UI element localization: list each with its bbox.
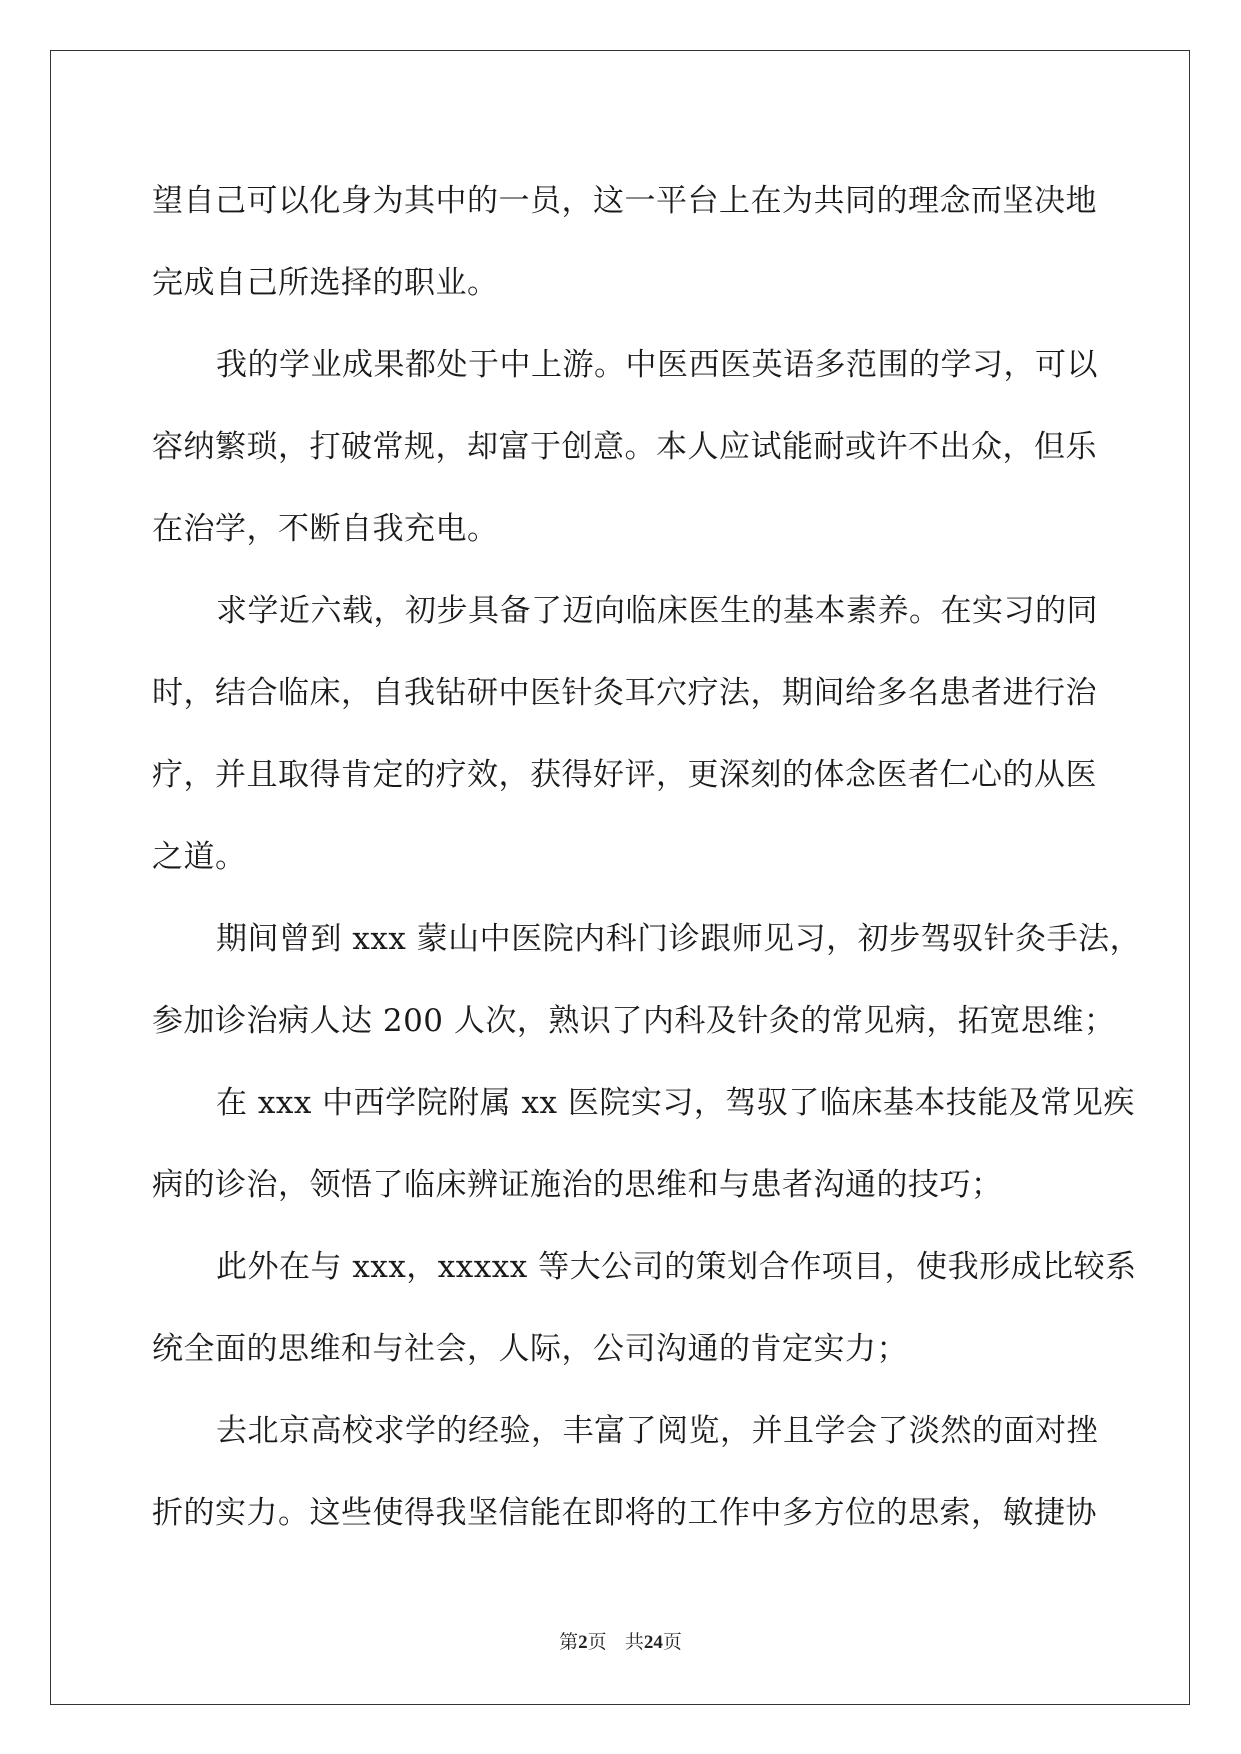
- total-suffix: 页: [662, 1631, 682, 1653]
- text-line: 折的实力。这些使得我坚信能在即将的工作中多方位的思索，敏捷协: [152, 1495, 1097, 1531]
- text-line: 期间曾到 xxx 蒙山中医院内科门诊跟师见习，初步驾驭针灸手法，: [216, 921, 1142, 957]
- total-pages: 24: [643, 1632, 663, 1653]
- text-line: 参加诊治病人达 200 人次，熟识了内科及针灸的常见病，拓宽思维；: [152, 1003, 1116, 1039]
- text-line: 在 xxx 中西学院附属 xx 医院实习，驾驭了临床基本技能及常见疾: [216, 1085, 1135, 1121]
- text-line: 疗，并且取得肯定的疗效，获得好评，更深刻的体念医者仁心的从医: [152, 757, 1097, 793]
- text-line: 统全面的思维和与社会，人际，公司沟通的肯定实力；: [152, 1331, 908, 1367]
- page-number: 2: [578, 1632, 588, 1653]
- text-line: 在治学，不断自我充电。: [152, 511, 499, 547]
- page-prefix: 第: [559, 1631, 579, 1653]
- text-line: 去北京高校求学的经验，丰富了阅览，并且学会了淡然的面对挫: [216, 1413, 1098, 1449]
- text-line: 求学近六载，初步具备了迈向临床医生的基本素养。在实习的同: [216, 593, 1098, 629]
- total-prefix: 共: [624, 1631, 644, 1653]
- page-footer: [0, 1627, 1241, 1654]
- text-line: 我的学业成果都处于中上游。中医西医英语多范围的学习，可以: [216, 347, 1098, 383]
- text-line: 容纳繁琐，打破常规，却富于创意。本人应试能耐或许不出众，但乐: [152, 429, 1097, 465]
- text-line: 之道。: [152, 839, 247, 875]
- document-body: [152, 160, 1142, 1554]
- text-line: 时，结合临床，自我钻研中医针灸耳穴疗法，期间给多名患者进行治: [152, 675, 1097, 711]
- text-line: 病的诊治，领悟了临床辨证施治的思维和与患者沟通的技巧；: [152, 1167, 1003, 1203]
- text-line: 望自己可以化身为其中的一员，这一平台上在为共同的理念而坚决地: [152, 183, 1097, 219]
- page-suffix: 页: [587, 1631, 607, 1653]
- text-line: 此外在与 xxx，xxxxx 等大公司的策划合作项目，使我形成比较系: [216, 1249, 1137, 1285]
- text-line: 完成自己所选择的职业。: [152, 265, 499, 301]
